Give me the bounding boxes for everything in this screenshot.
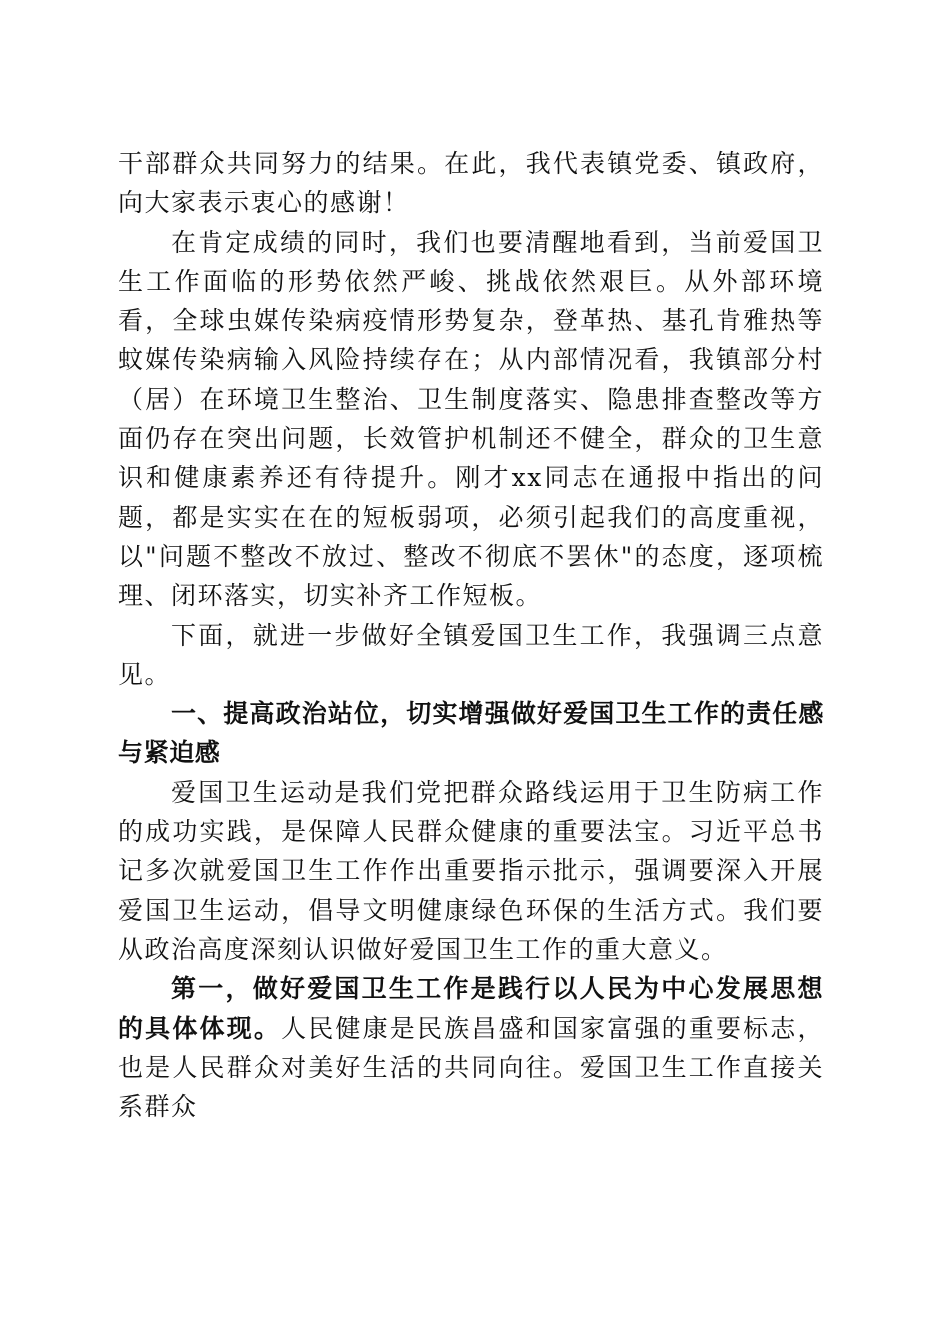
paragraph-intro-points: 下面，就进一步做好全镇爱国卫生工作，我强调三点意见。 bbox=[118, 620, 824, 689]
paragraph-continuation: 干部群众共同努力的结果。在此，我代表镇党委、镇政府，向大家表示衷心的感谢！ bbox=[118, 149, 824, 218]
first-point-body: 人民健康是民族昌盛和国家富强的重要标志，也是人民群众对美好生活的共同向往。爱国卫生工作直接关系群众 bbox=[118, 1013, 824, 1122]
paragraph-challenges: 在肯定成绩的同时，我们也要清醒地看到，当前爱国卫生工作面临的形势依然严峻、挑战依然艰巨。从外部环境看，全球虫媒传染病疫情形势复杂，登革热、基孔肯雅热等蚊媒传染病输入风险持续存在；从内部情况看，我镇部分村（居）在环境卫生整治、卫生制度落实、隐患排查整改等方面仍存在突出问题，长效管护机制还不健全，群众的卫生意识和健康素养还有待提升。刚才xx同志在通报中指出的问题，都是实实在在的短板弱项，必须引起我们的高度重视，以"问题不整改不放过、整改不彻底不罢休"的态度，逐项梳理、闭环落实，切实补齐工作短板。 bbox=[118, 227, 824, 611]
section-heading: 一、提高政治站位，切实增强做好爱国卫生工作的责任感与紧迫感 bbox=[118, 699, 824, 768]
first-point-lead: 第一，做好爱国卫生工作是践行以人民为中心发展思想的具体体现。 bbox=[118, 974, 824, 1043]
paragraph-section-body: 爱国卫生运动是我们党把群众路线运用于卫生防病工作的成功实践，是保障人民群众健康的重要法宝。习近平总书记多次就爱国卫生工作作出重要指示批示，强调要深入开展爱国卫生运动，倡导文明健康绿色环保的生活方式。我们要从政治高度深刻认识做好爱国卫生工作的重大意义。 bbox=[118, 777, 824, 964]
paragraph-first-point bbox=[118, 969, 824, 1126]
document-body bbox=[118, 144, 824, 1126]
